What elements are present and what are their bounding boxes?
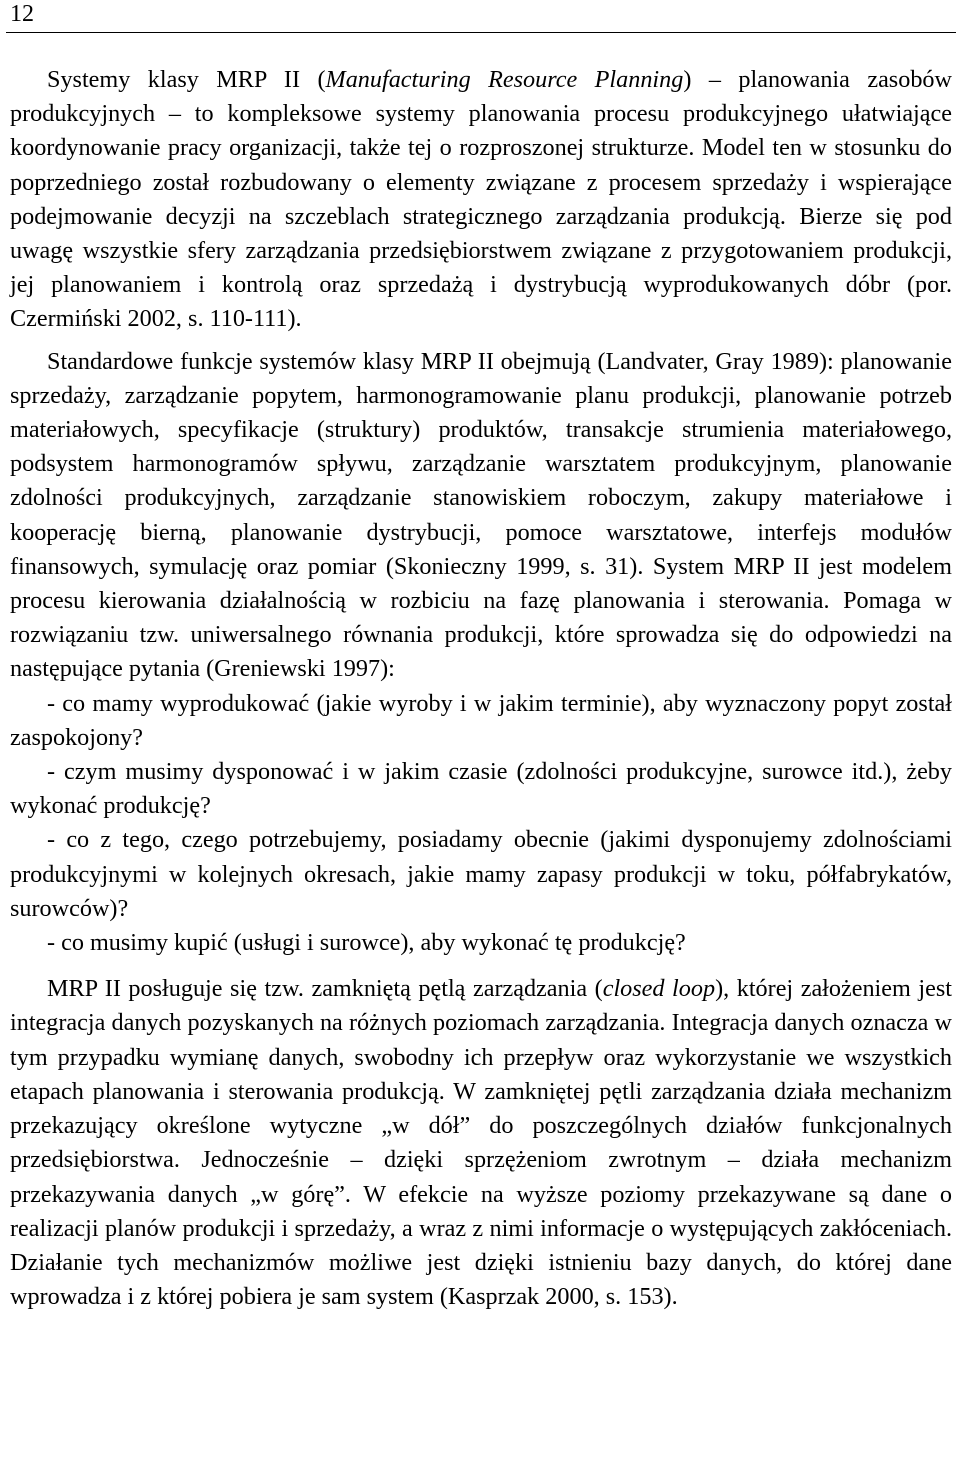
paragraph-1-term-italic: Manufacturing Resource Planning — [325, 66, 684, 93]
paragraph-mrp-ii-definition — [10, 63, 952, 337]
body-text — [10, 63, 952, 1314]
header-rule — [6, 32, 956, 33]
question-item-1: - co mamy wyprodukować (jakie wyroby i w jakim terminie), aby wyznaczony popyt został zaspokojony? — [10, 689, 952, 751]
question-item-2: - czym musimy dysponować i w jakim czasie (zdolności produkcyjne, surowce itd.), żeby wykonać produkcję? — [10, 758, 952, 820]
paragraph-3-text-a: MRP II posługuje się tzw. zamkniętą pętlą zarządzania ( — [47, 975, 603, 1003]
question-item-4: - co musimy kupić (usługi i surowce), aby wykonać tę produkcję? — [47, 929, 686, 957]
paragraph-1-text-b: ) – planowania zasobów produkcyjnych – to kompleksowe systemy planowania procesu produkcyjnego ułatwiające koordynowanie pracy organizacji, także tej o rozproszonej strukturze. Model ten w stosunku do poprzedniego został rozbudowany o elementy związane z procesem sprzedaży i wspierające podejmowanie decyzji na szczeblach strategicznego zarządzania produkcją. Bierze się pod uwagę wszystkie sfery zarządzania przedsiębiorstwem związane z przygotowaniem produkcji, jej planowaniem i kontrolą oraz sprzedażą i dystrybucją wyprodukowanych dóbr (por. Czermiński 2002, s. 110-111). — [10, 66, 952, 333]
paragraph-3-text-b: ), której założeniem jest integracja danych pozyskanych na różnych poziomach zarządzania. Integracja danych oznacza w tym przypadku wymianę danych, swobodny ich przepływ oraz wykorzystanie we wszystkich etapach planowania i sterowania produkcją. W zamkniętej pętli zarządzania działa mechanizm przekazujący określone wytyczne „w dół” do poszczególnych działów funkcjonalnych przedsiębiorstwa. Jednocześnie – dzięki sprzężeniom zwrotnym – działa mechanizm przekazywania danych „w górę”. W efekcie na wyższe poziomy przekazywane są dane o realizacji planów produkcji i sprzedaży, a wraz z nimi informacje o występujących zakłóceniach. Działanie tych mechanizmów możliwe jest dzięki istnieniu bazy danych, do której dane wprowadza i z której pobiera je sam system (Kasprzak 2000, s. 153). — [10, 975, 952, 1311]
paragraph-3-term-italic: closed loop — [602, 975, 716, 1003]
paragraph-closed-loop — [10, 972, 952, 1314]
paragraph-1-text-a: Systemy klasy MRP II ( — [47, 66, 326, 93]
question-item-3: - co z tego, czego potrzebujemy, posiadamy obecnie (jakimi dysponujemy zdolnościami produkcyjnymi w kolejnych okresach, jakie mamy zapasy produkcji w toku, półfabrykatów, surowców)? — [10, 826, 952, 922]
paragraph-standard-functions: Standardowe funkcje systemów klasy MRP II obejmują (Landvater, Gray 1989): planowanie sprzedaży, zarządzanie popytem, harmonogramowanie planu produkcji, planowanie potrzeb materiałowych, specyfikacje (struktury) produktów, transakcje strumienia materiałowego, podsystem harmonogramów spływu, zarządzanie warsztatem produkcyjnym, planowanie zdolności produkcyjnych, zarządzanie stanowiskiem roboczym, zakupy materiałowe i kooperację bierną, planowanie dystrybucji, pomoce warsztatowe, interfejs modułów finansowych, symulację oraz pomiar (Skonieczny 1999, s. 31). System MRP II jest modelem procesu kierowania działalnością w rozbiciu na fazę planowania i sterowania. Pomaga w rozwiązaniu tzw. uniwersalnego równania produkcji, które sprowadza się do odpowiedzi na następujące pytania (Greniewski 1997): — [10, 347, 952, 683]
page-number: 12 — [10, 1, 34, 27]
